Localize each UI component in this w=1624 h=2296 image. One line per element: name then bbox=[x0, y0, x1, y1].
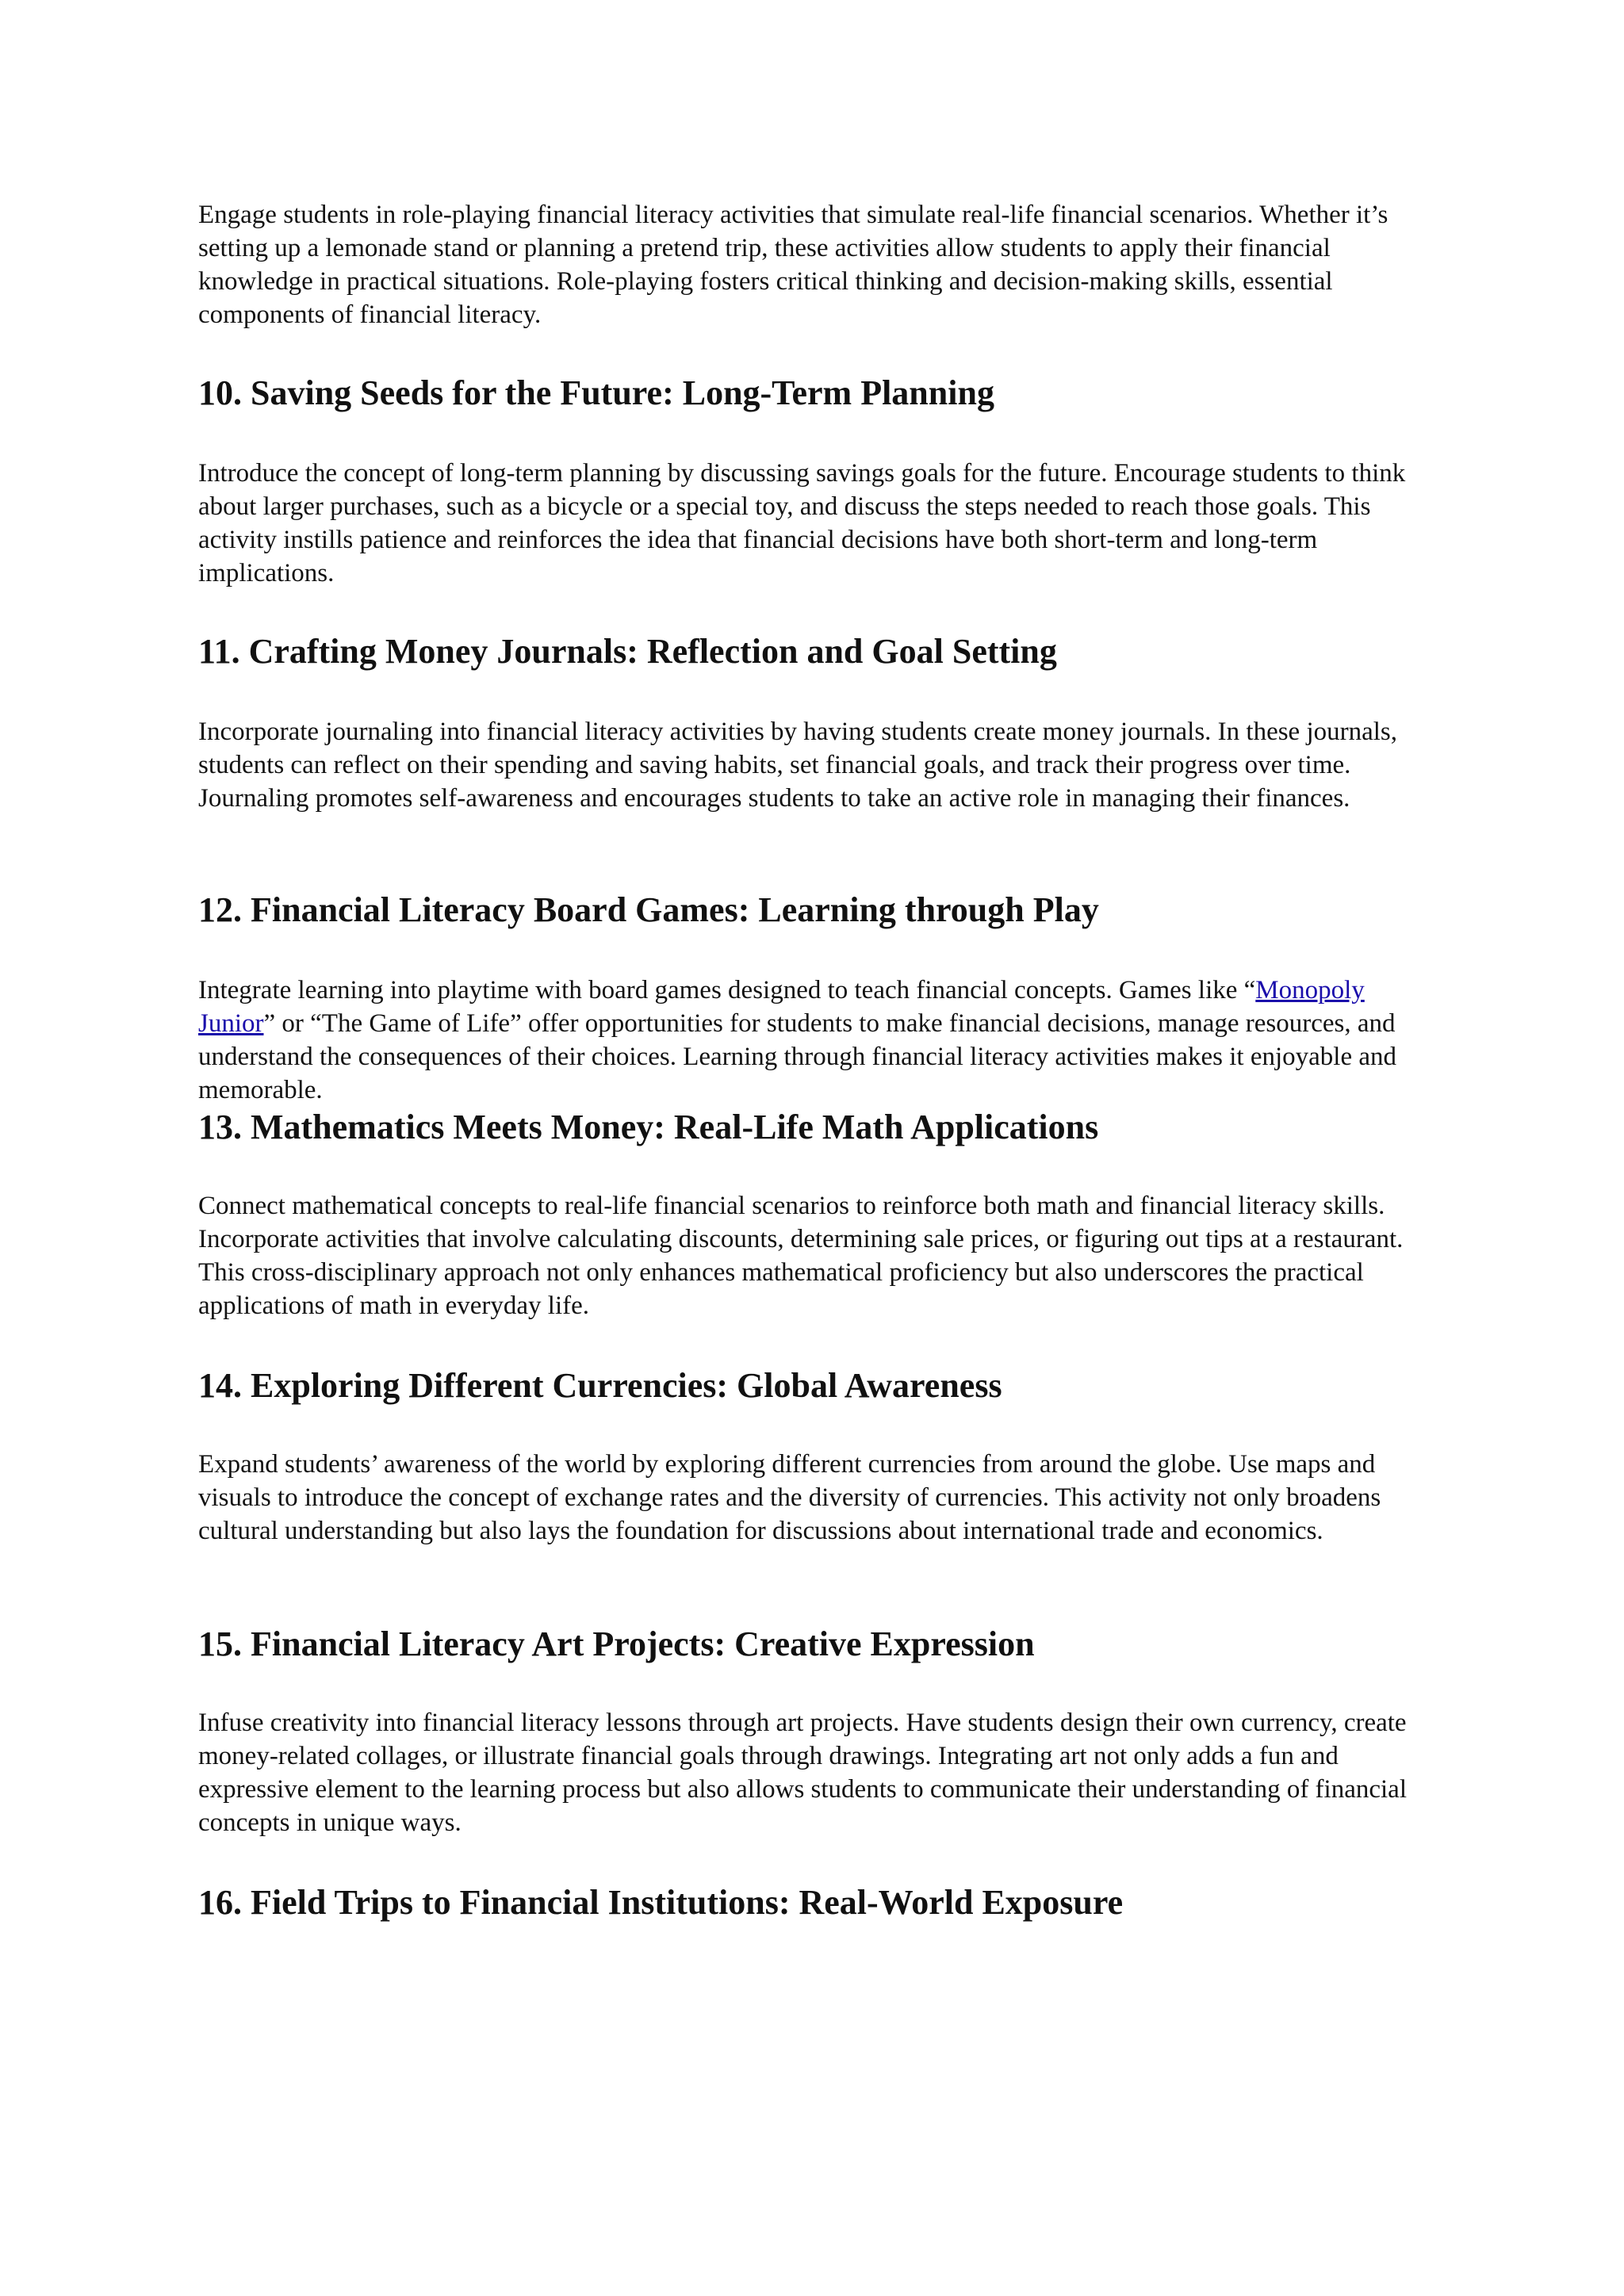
monopoly-junior-link[interactable]: Monopoly Junior bbox=[198, 976, 1365, 1038]
heading-section-12: 12. Financial Literacy Board Games: Learning through Play bbox=[198, 890, 1099, 929]
paragraph-section-13: Connect mathematical concepts to real-life financial scenarios to reinforce both math and financial literacy skills. Incorporate activities that involve calculating discounts, determining sale prices, or figuring out tips at a restaurant. This cross-disciplinary approach not only enhances mathematical proficiency but also underscores the practical applications of math in everyday life. bbox=[198, 1192, 1404, 1320]
heading-section-14: 14. Exploring Different Currencies: Global Awareness bbox=[198, 1366, 1002, 1405]
paragraph-section-15: Infuse creativity into financial literacy lessons through art projects. Have students design their own currency, create money-related collages, or illustrate financial goals through drawings. Integrating art not only adds a fun and expressive element to the learning process but also allows students to communicate their understanding of financial concepts in unique ways. bbox=[198, 1709, 1407, 1837]
paragraph-section-12-before-link: Integrate learning into playtime with board games designed to teach financial concepts. Games like “ bbox=[198, 976, 1256, 1004]
paragraph-section-11: Incorporate journaling into financial literacy activities by having students create money journals. In these journals, students can reflect on their spending and saving habits, set financial goals, and track their progress over time. Journaling promotes self-awareness and encourages students to take an active role in managing their finances. bbox=[198, 718, 1398, 813]
paragraph-section-12 bbox=[198, 974, 1443, 1107]
paragraph-section-10: Introduce the concept of long-term planning by discussing savings goals for the future. Encourage students to think about larger purchases, such as a bicycle or a special toy, and discuss the steps needed to reach those goals. This activity instills patience and reinforces the idea that financial decisions have both short-term and long-term implications. bbox=[198, 459, 1406, 587]
heading-section-10: 10. Saving Seeds for the Future: Long-Term Planning bbox=[198, 373, 994, 412]
paragraph-section-14: Expand students’ awareness of the world by exploring different currencies from around the globe. Use maps and visuals to introduce the concept of exchange rates and the diversity of currencies. This activity not only broadens cultural understanding but also lays the foundation for discussions about international trade and economics. bbox=[198, 1450, 1381, 1545]
heading-section-13: 13. Mathematics Meets Money: Real-Life Math Applications bbox=[198, 1108, 1099, 1146]
heading-section-16: 16. Field Trips to Financial Institutions: Real-World Exposure bbox=[198, 1883, 1124, 1922]
paragraph-role-playing: Engage students in role-playing financial literacy activities that simulate real-life financial scenarios. Whether it’s setting up a lemonade stand or planning a pretend trip, these activities allow students to apply their financial knowledge in practical situations. Role-playing fosters critical thinking and decision-making skills, essential components of financial literacy. bbox=[198, 201, 1388, 329]
heading-section-11: 11. Crafting Money Journals: Reflection and Goal Setting bbox=[198, 632, 1057, 671]
paragraph-section-12-after-link: ” or “The Game of Life” offer opportunities for students to make financial decisions, manage resources, and understand the consequences of their choices. Learning through financial literacy activities makes it enjoyable and memorable. bbox=[198, 1009, 1397, 1104]
heading-section-15: 15. Financial Literacy Art Projects: Creative Expression bbox=[198, 1624, 1035, 1663]
